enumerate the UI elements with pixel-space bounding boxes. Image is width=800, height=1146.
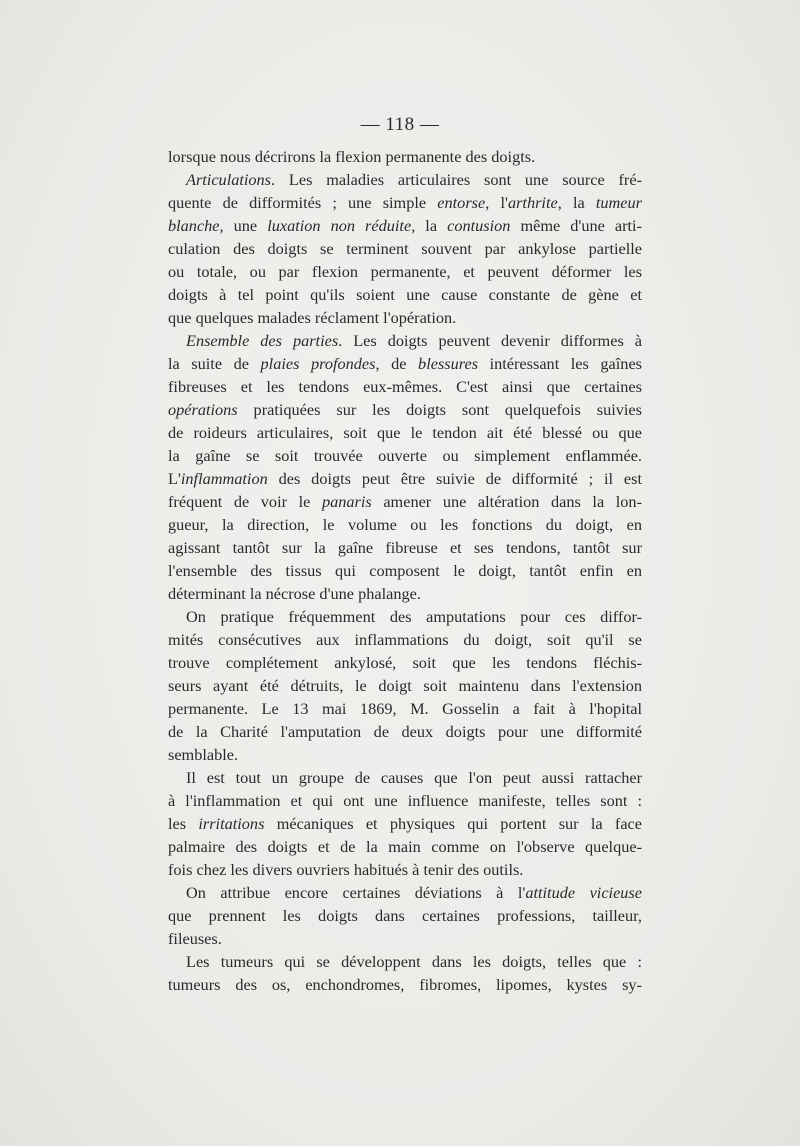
italic-term: arthrite <box>507 193 558 212</box>
text-segment: que prennent les doigts dans certaines professions, tailleur, <box>168 906 642 925</box>
text-segment: Les tumeurs qui se développent dans les doigts, telles que : <box>186 952 642 971</box>
text-segment: de roideurs articulaires, soit que le tendon ait été blessé ou que <box>168 423 642 442</box>
text-line <box>168 559 642 582</box>
text-segment: déterminant la nécrose d'une phalange. <box>168 584 421 603</box>
text-line <box>168 973 642 996</box>
text-line <box>168 789 642 812</box>
italic-term: blessures <box>418 354 479 373</box>
text-segment: même d'une arti- <box>510 216 642 235</box>
italic-term: panaris <box>321 492 372 511</box>
text-line <box>168 421 642 444</box>
italic-term: blanche <box>168 216 220 235</box>
text-line <box>168 398 642 421</box>
text-line <box>168 605 642 628</box>
text-segment: seurs ayant été détruits, le doigt soit maintenu dans l'extension <box>168 676 642 695</box>
italic-term: opérations <box>168 400 238 419</box>
text-line <box>168 858 642 881</box>
text-segment: à l'inflammation et qui ont une influence manifeste, telles sont : <box>168 791 642 810</box>
text-segment: les <box>168 814 199 833</box>
italic-term: irritations <box>198 814 265 833</box>
italic-term: inflammation <box>180 469 268 488</box>
text-line <box>168 375 642 398</box>
text-line <box>168 168 642 191</box>
text-segment: l'ensemble des tissus qui composent le doigt, tantôt enfin en <box>168 561 642 580</box>
page-number: — 118 — <box>360 114 440 135</box>
text-segment: mités consécutives aux inflammations du doigt, soit qu'il se <box>168 630 642 649</box>
text-line <box>168 927 642 950</box>
italic-term: contusion <box>447 216 511 235</box>
text-line <box>168 904 642 927</box>
text-line <box>168 329 642 352</box>
text-line <box>168 260 642 283</box>
text-segment: L' <box>168 469 181 488</box>
text-segment: agissant tantôt sur la gaîne fibreuse et ses tendons, tantôt sur <box>168 538 642 557</box>
text-segment: gueur, la direction, le volume ou les fonctions du doigt, en <box>168 515 642 534</box>
text-line <box>168 145 642 168</box>
text-segment: . Les doigts peuvent devenir difformes à <box>338 331 642 350</box>
text-line <box>168 766 642 789</box>
text-segment: lorsque nous décrirons la flexion permanente des doigts. <box>168 147 536 166</box>
text-line <box>168 720 642 743</box>
italic-term: luxation non réduite <box>267 216 412 235</box>
text-segment: tumeurs des os, enchondromes, fibromes, lipomes, kystes sy- <box>168 975 642 994</box>
text-line <box>168 881 642 904</box>
italic-term: entorse <box>437 193 486 212</box>
text-segment: mécaniques et physiques qui portent sur la face <box>264 814 642 833</box>
text-segment: On pratique fréquemment des amputations pour ces diffor- <box>186 607 642 626</box>
text-segment: que quelques malades réclament l'opération. <box>168 308 457 327</box>
text-line <box>168 697 642 720</box>
text-line <box>168 743 642 766</box>
italic-term: attitude vicieuse <box>525 883 642 902</box>
text-segment: palmaire des doigts et de la main comme on l'observe quelque- <box>168 837 642 856</box>
text-segment: amener une altération dans la lon- <box>371 492 642 511</box>
text-segment: quente de difformités ; une simple <box>168 193 438 212</box>
text-segment: , l' <box>485 193 508 212</box>
text-line <box>168 467 642 490</box>
text-segment: , la <box>557 193 596 212</box>
text-segment: doigts à tel point qu'ils soient une cause constante de gène et <box>168 285 642 304</box>
text-segment: la gaîne se soit trouvée ouverte ou simplement enflammée. <box>168 446 642 465</box>
text-line <box>168 283 642 306</box>
text-line <box>168 835 642 858</box>
text-line <box>168 536 642 559</box>
italic-term: plaies profondes <box>260 354 376 373</box>
text-segment: fileuses. <box>168 929 222 948</box>
italic-term: tumeur <box>595 193 642 212</box>
text-segment: fréquent de voir le <box>168 492 322 511</box>
text-segment: trouve complétement ankylosé, soit que les tendons fléchis- <box>168 653 642 672</box>
text-segment: , une <box>219 216 268 235</box>
text-segment: de la Charité l'amputation de deux doigts pour une difformité <box>168 722 642 741</box>
text-line <box>168 582 642 605</box>
text-line <box>168 490 642 513</box>
text-line <box>168 812 642 835</box>
text-line <box>168 214 642 237</box>
text-segment: , la <box>411 216 448 235</box>
text-segment: semblable. <box>168 745 239 764</box>
text-line <box>168 306 642 329</box>
text-segment: , de <box>375 354 419 373</box>
text-segment: pratiquées sur les doigts sont quelquefois suivies <box>237 400 642 419</box>
text-segment: des doigts peut être suivie de difformité ; il est <box>267 469 642 488</box>
text-segment: culation des doigts se terminent souvent par ankylose partielle <box>168 239 642 258</box>
text-line <box>168 651 642 674</box>
text-segment: la suite de <box>168 354 261 373</box>
body-text <box>168 145 642 996</box>
text-segment: fibreuses et les tendons eux-mêmes. C'est ainsi que certaines <box>168 377 642 396</box>
text-line <box>168 513 642 536</box>
text-segment: On attribue encore certaines déviations à l' <box>186 883 526 902</box>
text-line <box>168 950 642 973</box>
text-segment: ou totale, ou par flexion permanente, et peuvent déformer les <box>168 262 642 281</box>
italic-term: Ensemble des parties <box>186 331 339 350</box>
italic-term: Articulations <box>186 170 272 189</box>
text-segment: fois chez les divers ouvriers habitués à tenir des outils. <box>168 860 524 879</box>
text-segment: . Les maladies articulaires sont une source fré- <box>271 170 642 189</box>
text-line <box>168 674 642 697</box>
text-segment: intéressant les gaînes <box>478 354 643 373</box>
text-line <box>168 628 642 651</box>
text-line <box>168 237 642 260</box>
text-line <box>168 444 642 467</box>
text-line <box>168 352 642 375</box>
text-segment: permanente. Le 13 mai 1869, M. Gosselin a fait à l'hopital <box>168 699 642 718</box>
text-segment: Il est tout un groupe de causes que l'on peut aussi rattacher <box>186 768 642 787</box>
text-line <box>168 191 642 214</box>
